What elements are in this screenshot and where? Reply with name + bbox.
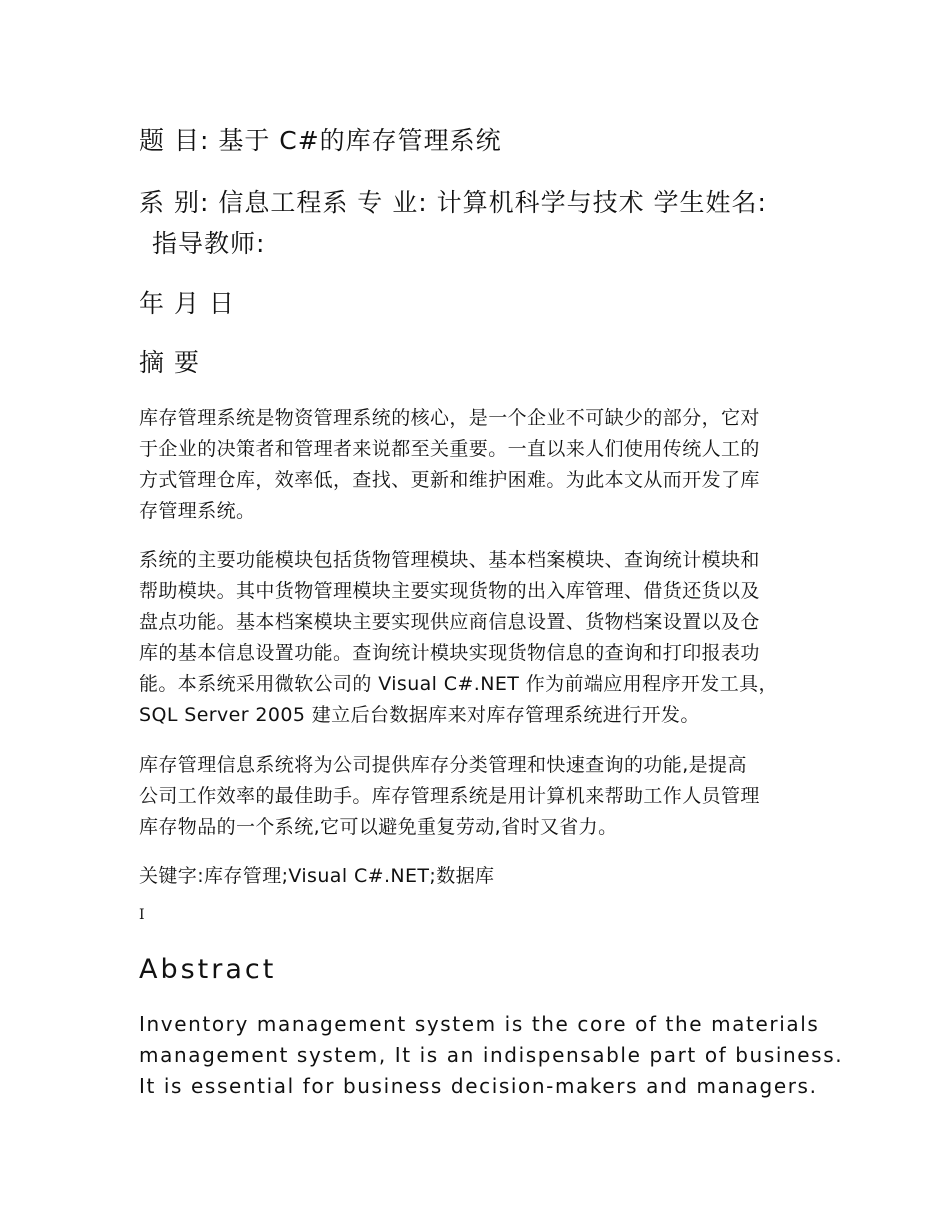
abstract-cn-p1-line: 库存管理系统是物资管理系统的核心，是一个企业不可缺少的部分，它对 xyxy=(139,407,760,429)
abstract-cn-p3-line: 公司工作效率的最佳助手。库存管理系统是用计算机来帮助工作人员管理 xyxy=(139,785,760,807)
abstract-cn-p2-line: 盘点功能。基本档案模块主要实现供应商信息设置、货物档案设置以及仓 xyxy=(139,611,760,633)
date-line: 年 月 日 xyxy=(139,289,235,318)
abstract-cn-p2-line: 系统的主要功能模块包括货物管理模块、基本档案模块、查询统计模块和 xyxy=(139,549,760,571)
abstract-cn-p3-line: 库存物品的一个系统,它可以避免重复劳动,省时又省力。 xyxy=(139,816,618,838)
abstract-cn-p1-line: 于企业的决策者和管理者来说都至关重要。一直以来人们使用传统人工的 xyxy=(139,438,760,460)
advisor-line: 指导教师: xyxy=(152,229,266,258)
abstract-cn-p2-line: 能。本系统采用微软公司的 Visual C#.NET 作为前端应用程序开发工具， xyxy=(139,673,778,695)
abstract-en-line: It is essential for business decision-makers and managers. xyxy=(139,1074,818,1098)
abstract-cn-p2-line: 帮助模块。其中货物管理模块主要实现货物的出入库管理、借货还货以及 xyxy=(139,580,760,602)
abstract-cn-p3-line: 库存管理信息系统将为公司提供库存分类管理和快速查询的功能,是提高 xyxy=(139,754,747,776)
abstract-en-line: management system, It is an indispensable part of business. xyxy=(139,1043,844,1067)
abstract-en-line: Inventory management system is the core of the materials xyxy=(139,1012,820,1036)
abstract-cn-p1-line: 存管理系统。 xyxy=(139,500,256,522)
department-major-line: 系 别: 信息工程系 专 业: 计算机科学与技术 学生姓名: xyxy=(139,188,767,217)
keywords-line: 关键字:库存管理;Visual C#.NET;数据库 xyxy=(139,865,495,887)
abstract-cn-p2-line: 库的基本信息设置功能。查询统计模块实现货物信息的查询和打印报表功 xyxy=(139,642,760,664)
thesis-title-line: 题 目: 基于 C#的库存管理系统 xyxy=(139,126,502,155)
abstract-en-heading: Abstract xyxy=(139,954,277,985)
abstract-cn-heading: 摘 要 xyxy=(139,348,200,377)
abstract-cn-p2-line: SQL Server 2005 建立后台数据库来对库存管理系统进行开发。 xyxy=(139,704,700,726)
page-number-marker: I xyxy=(139,907,145,923)
abstract-cn-p1-line: 方式管理仓库，效率低，查找、更新和维护困难。为此本文从而开发了库 xyxy=(139,469,760,491)
